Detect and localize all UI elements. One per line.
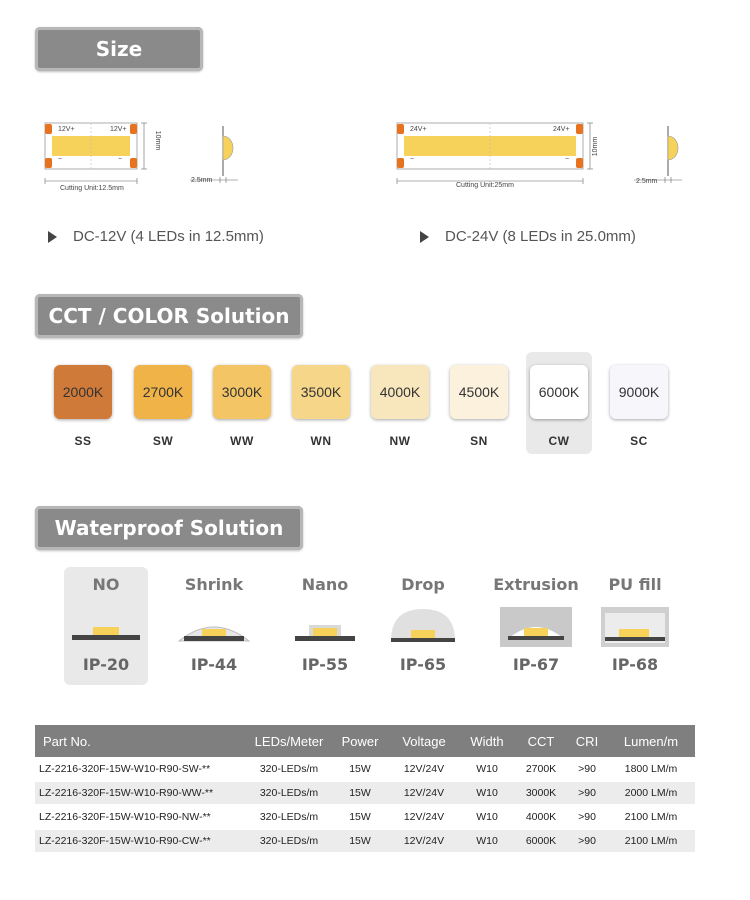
cct-option[interactable]	[288, 352, 354, 454]
cct-swatch: 3000K	[213, 365, 271, 419]
cct-swatch: 4000K	[371, 365, 429, 419]
table-cell: 12V/24V	[389, 781, 459, 805]
table-cell: 320-LEDs/m	[247, 829, 331, 853]
waterproof-ip: IP-65	[399, 655, 447, 674]
table-cell: W10	[459, 757, 515, 781]
strip-24v-minus-left: −	[410, 156, 415, 163]
waterproof-ip: IP-67	[512, 655, 560, 674]
cct-code: SW	[152, 434, 174, 448]
cct-code: SN	[470, 434, 488, 448]
cct-option[interactable]	[50, 352, 116, 454]
waterproof-ip: IP-55	[301, 655, 349, 674]
table-cell: 2700K	[515, 757, 567, 781]
table-cell: 12V/24V	[389, 757, 459, 781]
variant-24v-text: DC-24V (8 LEDs in 25.0mm)	[445, 228, 636, 245]
table-cell: 320-LEDs/m	[247, 805, 331, 829]
waterproof-ip: IP-20	[82, 655, 130, 674]
waterproof-name: Drop	[401, 575, 445, 594]
cct-code: SC	[630, 434, 648, 448]
strip-24v-width-dim: 10mm	[592, 136, 600, 157]
table-header-row	[35, 725, 695, 757]
section-header-waterproof: Waterproof Solution	[35, 506, 303, 550]
extrusion-icon	[498, 605, 574, 651]
strip-12v-label-left: 12V+	[58, 126, 75, 133]
nano-coating-icon	[287, 605, 363, 651]
cct-code: WW	[230, 434, 254, 448]
cct-swatch: 9000K	[610, 365, 668, 419]
shrink-tube-icon	[176, 605, 252, 651]
variant-12v-text: DC-12V (4 LEDs in 12.5mm)	[73, 228, 264, 245]
table-cell: 2100 LM/m	[607, 805, 695, 829]
waterproof-option[interactable]	[172, 567, 256, 685]
table-cell: >90	[567, 829, 607, 853]
strip-24v-label-right: 24V+	[553, 126, 570, 133]
table-cell: >90	[567, 805, 607, 829]
strip-24v-height-dim: 2.5mm	[636, 178, 658, 185]
section-header-size: Size	[35, 27, 203, 71]
waterproof-ip: IP-44	[190, 655, 238, 674]
table-cell: LZ-2216-320F-15W-W10-R90-CW-**	[35, 829, 247, 853]
column-header: Part No.	[35, 725, 247, 757]
waterproof-option[interactable]	[64, 567, 148, 685]
cct-code: NW	[389, 434, 411, 448]
table-row	[35, 781, 695, 805]
cct-code: CW	[548, 434, 570, 448]
waterproof-option[interactable]	[381, 567, 465, 685]
table-cell: 3000K	[515, 781, 567, 805]
section-header-cct: CCT / COLOR Solution	[35, 294, 303, 338]
strip-24v-cutting-unit: Cutting Unit:25mm	[456, 182, 514, 189]
waterproof-option[interactable]	[494, 567, 578, 685]
table-row	[35, 829, 695, 853]
table-cell: >90	[567, 781, 607, 805]
strip-24v-label-left: 24V+	[410, 126, 427, 133]
column-header: Width	[459, 725, 515, 757]
table-cell: 6000K	[515, 829, 567, 853]
table-cell: 320-LEDs/m	[247, 781, 331, 805]
table-cell: LZ-2216-320F-15W-W10-R90-WW-**	[35, 781, 247, 805]
cct-swatch: 2700K	[134, 365, 192, 419]
table-cell: 15W	[331, 757, 389, 781]
cct-option[interactable]	[526, 352, 592, 454]
column-header: LEDs/Meter	[247, 725, 331, 757]
variant-12v	[48, 228, 264, 245]
table-cell: W10	[459, 829, 515, 853]
column-header: Power	[331, 725, 389, 757]
table-cell: W10	[459, 805, 515, 829]
table-cell: LZ-2216-320F-15W-W10-R90-NW-**	[35, 805, 247, 829]
cct-option[interactable]	[367, 352, 433, 454]
triangle-bullet-icon	[48, 231, 57, 243]
table-cell: 2000 LM/m	[607, 781, 695, 805]
column-header: CRI	[567, 725, 607, 757]
cct-swatch: 6000K	[530, 365, 588, 419]
table-cell: LZ-2216-320F-15W-W10-R90-SW-**	[35, 757, 247, 781]
table-row	[35, 757, 695, 781]
waterproof-name: Nano	[301, 575, 349, 594]
column-header: Lumen/m	[607, 725, 695, 757]
cct-swatch: 2000K	[54, 365, 112, 419]
table-cell: 15W	[331, 781, 389, 805]
strip-12v-minus-right: −	[118, 156, 123, 163]
cct-option[interactable]	[606, 352, 672, 454]
waterproof-name: Extrusion	[493, 575, 579, 594]
waterproof-option[interactable]	[593, 567, 677, 685]
table-cell: 4000K	[515, 805, 567, 829]
table-cell: 2100 LM/m	[607, 829, 695, 853]
strip-12v-cutting-unit: Cutting Unit:12.5mm	[60, 185, 124, 192]
bare-strip-icon	[68, 605, 144, 651]
triangle-bullet-icon	[420, 231, 429, 243]
column-header: Voltage	[389, 725, 459, 757]
strip-12v-height-dim: 2.5mm	[191, 177, 213, 184]
table-cell: W10	[459, 781, 515, 805]
strip-12v-label-right: 12V+	[110, 126, 127, 133]
cct-code: SS	[74, 434, 92, 448]
strip-12v-width-dim: 10mm	[154, 130, 162, 151]
waterproof-ip: IP-68	[611, 655, 659, 674]
strip-24v-profile-drawing	[630, 122, 690, 186]
strip-12v-minus-left: −	[58, 156, 63, 163]
table-cell: 15W	[331, 805, 389, 829]
cct-option[interactable]	[130, 352, 196, 454]
table-cell: 12V/24V	[389, 829, 459, 853]
waterproof-name: Shrink	[184, 575, 244, 594]
cct-swatch: 3500K	[292, 365, 350, 419]
drop-glue-icon	[385, 605, 461, 651]
table-cell: 15W	[331, 829, 389, 853]
waterproof-name: NO	[92, 575, 120, 594]
waterproof-option[interactable]	[283, 567, 367, 685]
pu-fill-icon	[597, 605, 673, 651]
variant-24v	[420, 228, 636, 245]
cct-option[interactable]	[446, 352, 512, 454]
cct-code: WN	[310, 434, 332, 448]
table-cell: 1800 LM/m	[607, 757, 695, 781]
table-cell: >90	[567, 757, 607, 781]
column-header: CCT	[515, 725, 567, 757]
table-cell: 320-LEDs/m	[247, 757, 331, 781]
cct-swatch: 4500K	[450, 365, 508, 419]
table-row	[35, 805, 695, 829]
cct-option[interactable]	[209, 352, 275, 454]
waterproof-name: PU fill	[608, 575, 662, 594]
strip-24v-minus-right: −	[565, 156, 570, 163]
spec-table	[35, 725, 695, 854]
table-cell: 12V/24V	[389, 805, 459, 829]
